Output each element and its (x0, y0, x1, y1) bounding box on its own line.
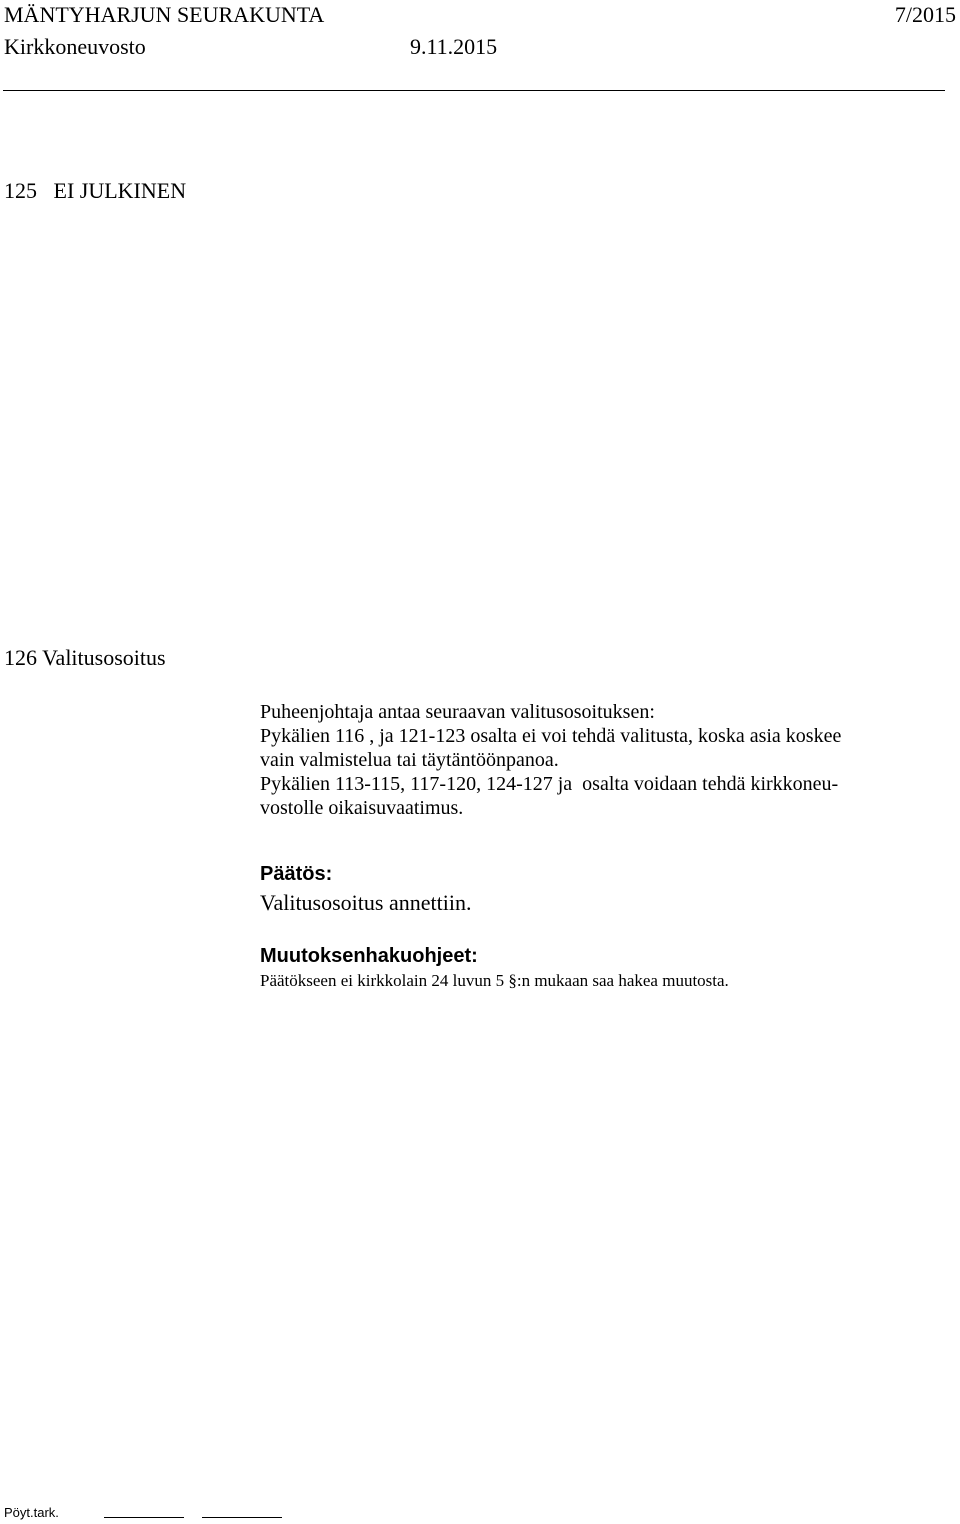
section-126-title: 126 Valitusosoitus (4, 645, 166, 670)
meeting-date: 9.11.2015 (410, 34, 498, 59)
paragraph-line: vostolle oikaisuvaatimus. (260, 797, 464, 819)
decision-heading: Päätös: (260, 863, 333, 885)
appeal-instructions-heading: Muutoksenhakuohjeet: (260, 945, 478, 967)
paragraph-line: Pykälien 116 , ja 121-123 osalta ei voi tehdä valitusta, koska asia koskee (260, 725, 842, 747)
organization-name: MÄNTYHARJUN SEURAKUNTA (4, 2, 325, 27)
appeal-instructions-text: Päätökseen ei kirkkolain 24 luvun 5 §:n mukaan saa hakea muutosta. (260, 971, 729, 990)
header-divider (3, 90, 945, 91)
paragraph-line: Pykälien 113-115, 117-120, 124-127 ja osalta voidaan tehdä kirkkoneu- (260, 773, 839, 795)
governing-body: Kirkkoneuvosto (4, 34, 146, 59)
paragraph-line: Puheenjohtaja antaa seuraavan valitusosoituksen: (260, 701, 655, 723)
section-126-body (260, 700, 960, 820)
signature-line (202, 1517, 282, 1518)
decision-text: Valitusosoitus annettiin. (260, 890, 472, 915)
section-125-title: 125 EI JULKINEN (4, 178, 187, 203)
minutes-checker-label: Pöyt.tark. (4, 1505, 59, 1520)
document-number: 7/2015 (894, 2, 956, 27)
paragraph-line: vain valmistelua tai täytäntöönpanoa. (260, 749, 559, 771)
signature-line (104, 1517, 184, 1518)
